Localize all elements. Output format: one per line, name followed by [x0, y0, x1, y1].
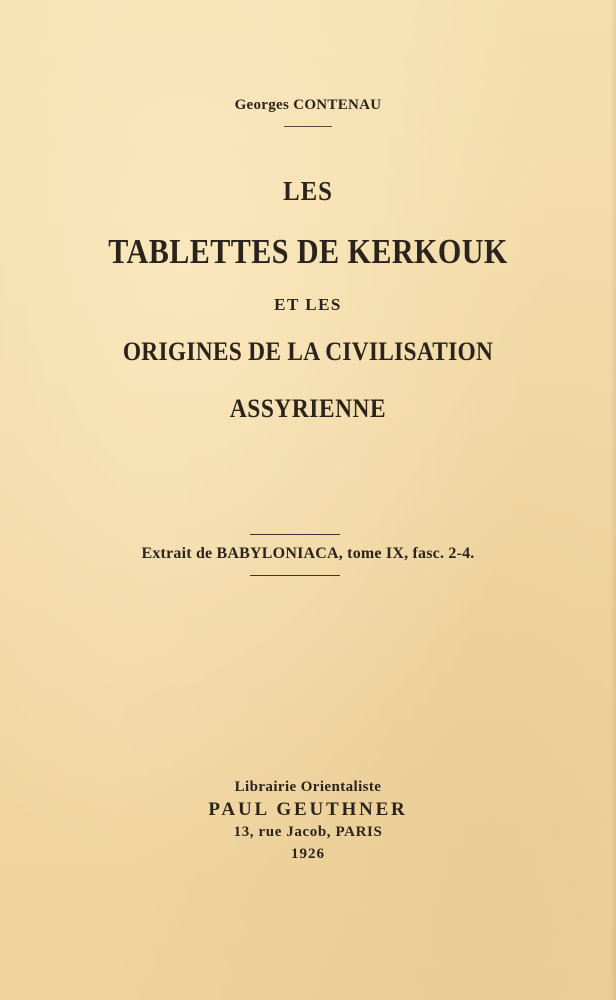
extract-bottom-rule	[250, 575, 340, 576]
author-divider	[284, 126, 332, 127]
extract-note: Extrait de BABYLONIACA, tome IX, fasc. 2-4.	[141, 545, 475, 562]
paper-edge-shadow	[610, 0, 616, 1000]
title-line-5: ASSYRIENNE	[229, 394, 387, 423]
title-line-2: TABLETTES DE KERKOUK	[108, 232, 508, 271]
title-line-1: LES	[283, 176, 333, 206]
title-line-3: ET LES	[274, 295, 342, 314]
extract-top-rule	[250, 534, 340, 535]
publisher-address: 13, rue Jacob, PARIS	[233, 824, 383, 840]
title-line-4: ORIGINES DE LA CIVILISATION	[122, 337, 494, 366]
author-name: Georges CONTENAU	[234, 97, 382, 113]
publisher-name: PAUL GEUTHNER	[208, 799, 408, 820]
publisher-line-1: Librairie Orientaliste	[234, 779, 382, 795]
publication-year: 1926	[291, 846, 325, 862]
